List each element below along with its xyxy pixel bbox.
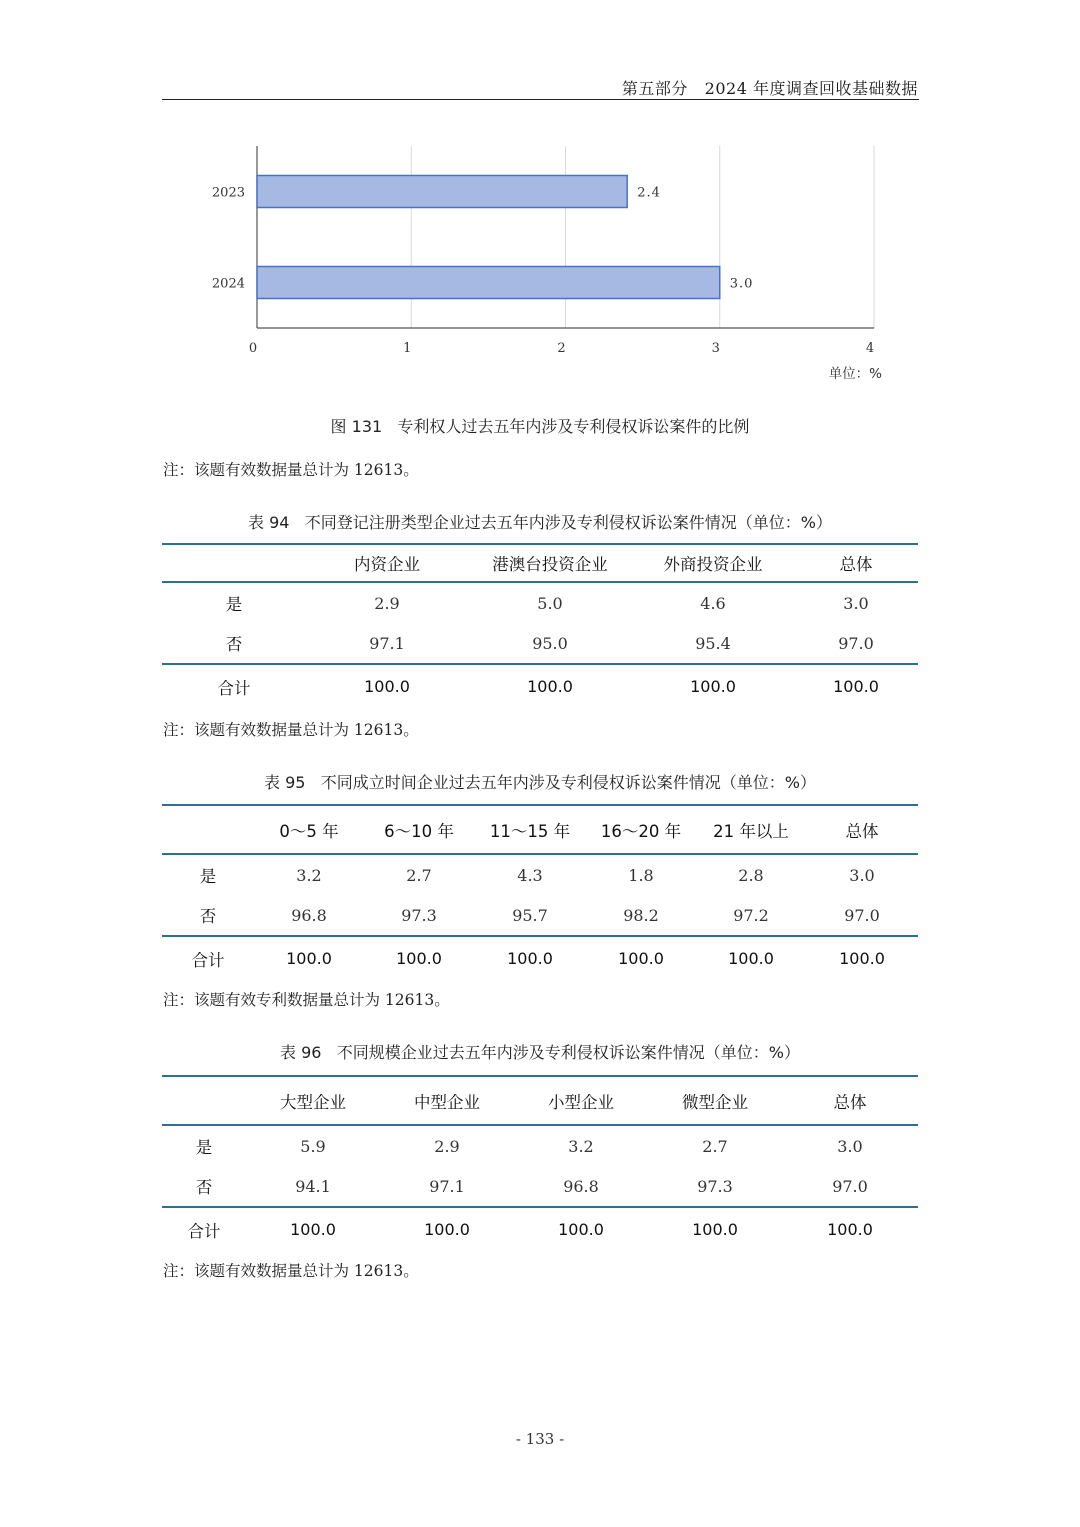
row-label: 否: [195, 1178, 213, 1197]
column-header: 0～5 年: [254, 805, 364, 854]
table-header-row: [162, 805, 918, 854]
x-tick-label: 2: [557, 341, 566, 356]
figure-note: 注：该题有效数据量总计为 12613。: [163, 461, 419, 479]
table-row: [162, 895, 918, 936]
total-cell: 100.0: [586, 936, 696, 980]
table-cell: 5.9: [300, 1136, 326, 1156]
column-header: [162, 805, 254, 854]
table-cell: 3.0: [849, 865, 875, 885]
table-cell: 96.8: [291, 905, 327, 925]
column-header: 总体: [806, 805, 918, 854]
row-label: 是: [199, 867, 217, 886]
page-number: - 133 -: [515, 1430, 565, 1448]
column-header: 微型企业: [648, 1076, 782, 1125]
total-cell: 100.0: [806, 936, 918, 980]
table96-note: 注：该题有效数据量总计为 12613。: [163, 1262, 419, 1280]
total-cell: 100.0: [696, 936, 806, 980]
table-cell: 97.0: [838, 633, 874, 653]
table-row: [162, 623, 918, 664]
total-cell: 100.0: [782, 1207, 918, 1251]
total-cell: 100.0: [380, 1207, 514, 1251]
total-row: [162, 1207, 918, 1251]
table95-note: 注：该题有效专利数据量总计为 12613。: [163, 991, 450, 1009]
total-row: [162, 936, 918, 980]
table95-title: 表 95 不同成立时间企业过去五年内涉及专利侵权诉讼案件情况（单位：%）: [264, 773, 816, 792]
total-cell: 100.0: [474, 936, 586, 980]
table-cell: 97.0: [844, 905, 880, 925]
column-header: 港澳台投资企业: [468, 544, 632, 582]
table-cell: 4.3: [517, 865, 543, 885]
row-label: 是: [195, 1138, 213, 1157]
figure-caption: 图 131 专利权人过去五年内涉及专利侵权诉讼案件的比例: [330, 417, 750, 436]
column-header: 内资企业: [306, 544, 468, 582]
bar: [257, 267, 720, 299]
x-tick-label: 4: [865, 341, 875, 356]
table-cell: 98.2: [623, 905, 659, 925]
total-cell: 100.0: [306, 664, 468, 708]
total-cell: 100.0: [246, 1207, 380, 1251]
table-cell: 3.0: [837, 1136, 863, 1156]
table-row: [162, 582, 918, 623]
table94: [162, 543, 918, 708]
table96: [162, 1075, 918, 1251]
total-cell: 100.0: [468, 664, 632, 708]
column-header: [162, 544, 306, 582]
data-label: 3.0: [729, 276, 754, 292]
x-tick-label: 1: [403, 341, 412, 356]
table-cell: 96.8: [563, 1176, 599, 1196]
table-cell: 97.2: [733, 905, 769, 925]
column-header: 16～20 年: [586, 805, 696, 854]
table-cell: 3.0: [843, 593, 869, 613]
column-header: 外商投资企业: [632, 544, 794, 582]
column-header: [162, 1076, 246, 1125]
bar: [257, 176, 627, 208]
table-cell: 95.4: [695, 633, 731, 653]
table-cell: 3.2: [296, 865, 322, 885]
row-label: 否: [225, 635, 243, 654]
total-cell: 100.0: [648, 1207, 782, 1251]
table96-title: 表 96 不同规模企业过去五年内涉及专利侵权诉讼案件情况（单位：%）: [280, 1043, 800, 1062]
total-cell: 100.0: [794, 664, 918, 708]
bar-chart: [162, 130, 902, 390]
table94-title: 表 94 不同登记注册类型企业过去五年内涉及专利侵权诉讼案件情况（单位：%）: [248, 513, 832, 532]
column-header: 11～15 年: [474, 805, 586, 854]
table-row: [162, 1125, 918, 1166]
column-header: 总体: [794, 544, 918, 582]
table-row: [162, 854, 918, 895]
table94-note: 注：该题有效数据量总计为 12613。: [163, 721, 419, 739]
table-cell: 2.7: [702, 1136, 728, 1156]
total-row: [162, 664, 918, 708]
y-tick-label: 2023: [211, 185, 245, 201]
table-cell: 97.3: [401, 905, 437, 925]
table-row: [162, 1166, 918, 1207]
table-cell: 97.1: [369, 633, 405, 653]
table-cell: 95.7: [512, 905, 548, 925]
column-header: 21 年以上: [696, 805, 806, 854]
table-cell: 2.8: [738, 865, 764, 885]
table-cell: 2.9: [434, 1136, 460, 1156]
column-header: 6～10 年: [364, 805, 474, 854]
row-label: 是: [225, 595, 243, 614]
table-cell: 97.3: [697, 1176, 733, 1196]
row-label: 合计: [162, 1207, 246, 1251]
x-tick-label: 0: [248, 341, 258, 356]
header-rule: [162, 99, 919, 100]
total-cell: 100.0: [514, 1207, 648, 1251]
total-cell: 100.0: [364, 936, 474, 980]
row-label: 合计: [162, 664, 306, 708]
running-header: 第五部分 2024 年度调查回收基础数据: [621, 79, 918, 98]
table-cell: 1.8: [628, 865, 654, 885]
table-cell: 97.1: [429, 1176, 465, 1196]
row-label: 否: [199, 907, 217, 926]
column-header: 大型企业: [246, 1076, 380, 1125]
table-header-row: [162, 544, 918, 582]
unit-label: 单位：%: [828, 366, 882, 382]
row-label: 合计: [162, 936, 254, 980]
data-label: 2.4: [637, 185, 661, 201]
table-cell: 95.0: [532, 633, 568, 653]
table-cell: 2.7: [406, 865, 432, 885]
column-header: 总体: [782, 1076, 918, 1125]
table-header-row: [162, 1076, 918, 1125]
y-tick-label: 2024: [211, 276, 245, 292]
table95: [162, 804, 918, 980]
table-cell: 4.6: [700, 593, 726, 613]
table-cell: 94.1: [295, 1176, 331, 1196]
table-cell: 3.2: [568, 1136, 594, 1156]
column-header: 小型企业: [514, 1076, 648, 1125]
x-tick-label: 3: [711, 341, 720, 356]
total-cell: 100.0: [254, 936, 364, 980]
table-cell: 97.0: [832, 1176, 868, 1196]
table-cell: 2.9: [374, 593, 400, 613]
table-cell: 5.0: [537, 593, 563, 613]
column-header: 中型企业: [380, 1076, 514, 1125]
total-cell: 100.0: [632, 664, 794, 708]
